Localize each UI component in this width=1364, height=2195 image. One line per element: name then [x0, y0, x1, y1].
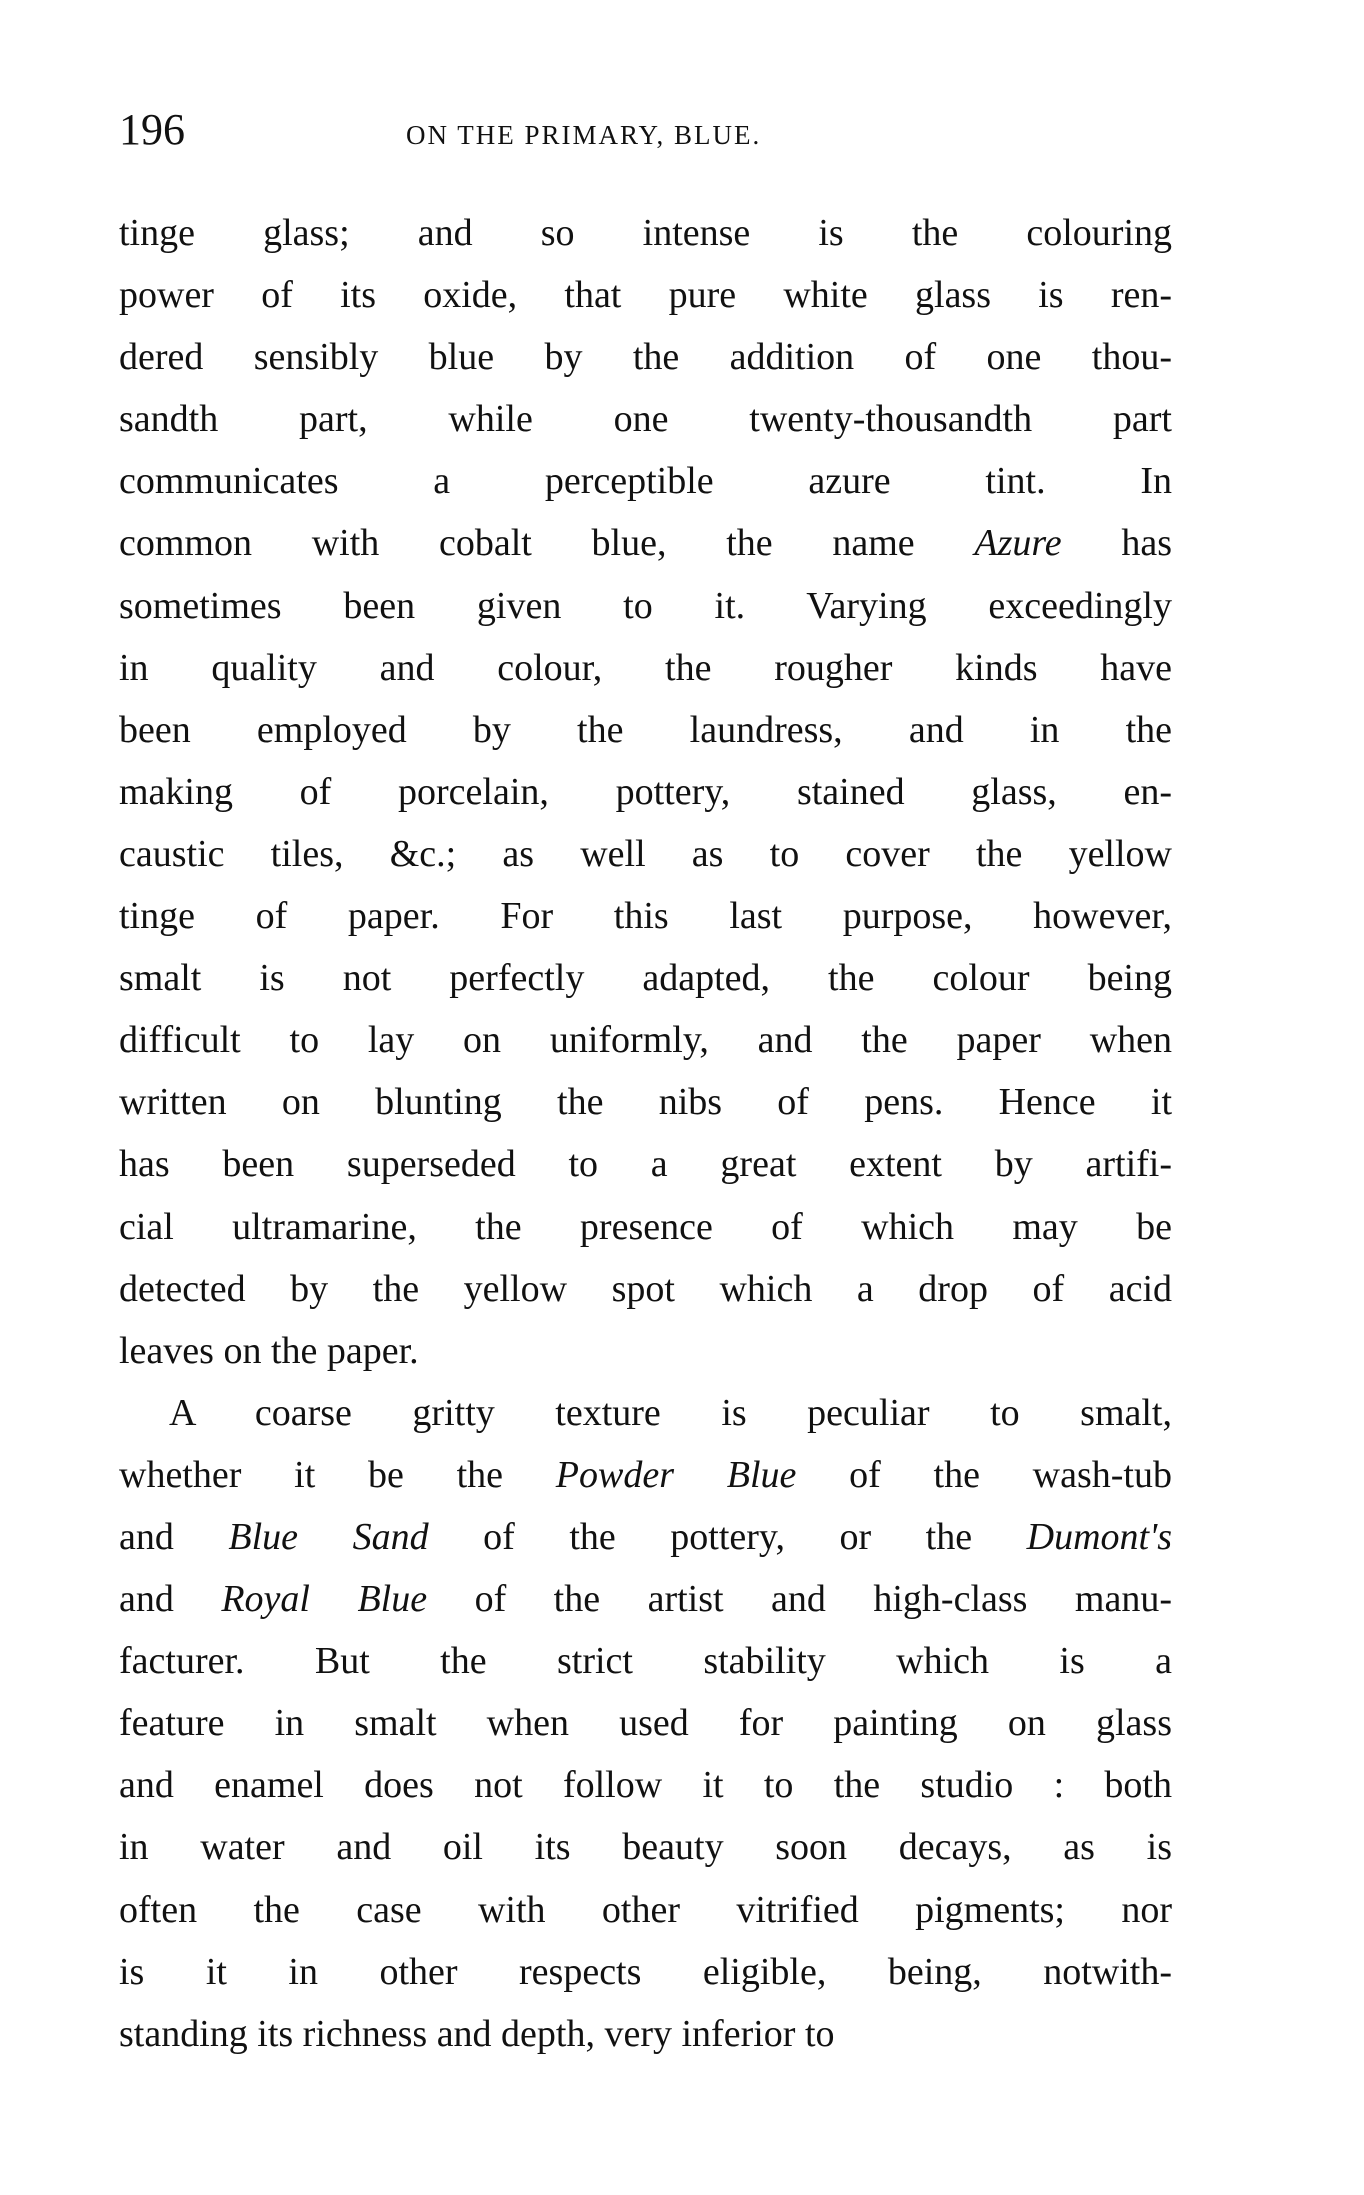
text-line [119, 202, 1172, 264]
text-line [119, 1816, 1172, 1878]
text-line [119, 761, 1172, 823]
text-line [119, 1196, 1172, 1258]
text-segment: sometimes been given to it. Varying exceedingly [119, 584, 1172, 627]
text-segment: smalt is not perfectly adapted, the colour being [119, 957, 1172, 1000]
text-line [119, 1133, 1172, 1195]
text-segment: common with cobalt blue, the name [119, 522, 975, 565]
text-line [119, 1568, 1172, 1630]
text-line [119, 450, 1172, 512]
text-segment: A coarse gritty texture is peculiar to smalt, [169, 1391, 1172, 1434]
text-segment: has [1061, 522, 1173, 565]
text-line [119, 388, 1172, 450]
text-line [119, 1692, 1172, 1754]
text-line [119, 1071, 1172, 1133]
text-line [119, 1009, 1172, 1071]
text-line [119, 947, 1172, 1009]
text-line [119, 1754, 1172, 1816]
text-line [119, 823, 1172, 885]
text-line [119, 699, 1172, 761]
text-line [119, 885, 1172, 947]
text-segment: whether it be the [119, 1453, 556, 1496]
text-segment: of the artist and high-class manu- [427, 1578, 1172, 1621]
text-segment: difficult to lay on uniformly, and the paper when [119, 1019, 1172, 1062]
text-line [119, 1258, 1172, 1320]
text-line [119, 1879, 1172, 1941]
page-number: 196 [119, 105, 185, 154]
paragraph [119, 202, 1172, 1382]
text-segment: tinge glass; and so intense is the colouring [119, 212, 1172, 254]
text-line [119, 512, 1172, 574]
text-segment: detected by the yellow spot which a drop of acid [119, 1267, 1172, 1310]
italic-term: Powder Blue [555, 1453, 797, 1496]
text-segment: standing its richness and depth, very inferior to [119, 2012, 835, 2055]
text-segment: making of porcelain, pottery, stained glass, en- [119, 770, 1172, 813]
italic-term: Blue Sand [228, 1515, 429, 1558]
text-segment: written on blunting the nibs of pens. Hence it [119, 1081, 1172, 1124]
text-segment: cial ultramarine, the presence of which may be [119, 1205, 1172, 1248]
running-title: ON THE PRIMARY, BLUE. [406, 120, 762, 150]
text-line [119, 1320, 1172, 1382]
text-segment: caustic tiles, &c.; as well as to cover the yellow [119, 832, 1172, 875]
text-segment: of the wash-tub [796, 1453, 1172, 1496]
text-segment: often the case with other vitrified pigments; nor [119, 1888, 1172, 1931]
text-line [119, 1941, 1172, 2003]
paragraph [119, 1382, 1172, 2065]
text-segment: communicates a perceptible azure tint. In [119, 460, 1172, 503]
text-line [119, 326, 1172, 388]
text-line [119, 264, 1172, 326]
text-segment: tinge of paper. For this last purpose, however, [119, 895, 1172, 938]
text-segment: of the pottery, or the [428, 1515, 1027, 1558]
text-segment: leaves on the paper. [119, 1329, 419, 1372]
body-text [119, 202, 1172, 2065]
text-segment: in water and oil its beauty soon decays, as is [119, 1826, 1172, 1869]
text-segment: and enamel does not follow it to the studio : both [119, 1764, 1172, 1807]
text-segment: in quality and colour, the rougher kinds have [119, 646, 1172, 689]
text-line [119, 1382, 1172, 1444]
text-segment: sandth part, while one twenty-thousandth part [119, 398, 1172, 441]
text-segment: feature in smalt when used for painting on glass [119, 1702, 1172, 1745]
text-segment: been employed by the laundress, and in the [119, 708, 1172, 751]
text-segment: has been superseded to a great extent by artifi- [119, 1143, 1172, 1186]
text-segment: and [119, 1578, 222, 1621]
text-line [119, 2003, 1172, 2065]
text-segment: and [119, 1515, 229, 1558]
text-line [119, 1506, 1172, 1568]
text-segment: power of its oxide, that pure white glass is ren- [119, 274, 1172, 317]
text-segment: is it in other respects eligible, being, notwith- [119, 1950, 1172, 1993]
text-line [119, 1630, 1172, 1692]
text-line [119, 637, 1172, 699]
italic-term: Royal Blue [221, 1578, 428, 1621]
text-line [119, 1444, 1172, 1506]
text-segment: dered sensibly blue by the addition of one thou- [119, 336, 1172, 379]
italic-term: Dumont's [1026, 1515, 1172, 1558]
text-line [119, 575, 1172, 637]
text-segment: facturer. But the strict stability which is a [119, 1640, 1172, 1683]
italic-term: Azure [974, 522, 1062, 565]
